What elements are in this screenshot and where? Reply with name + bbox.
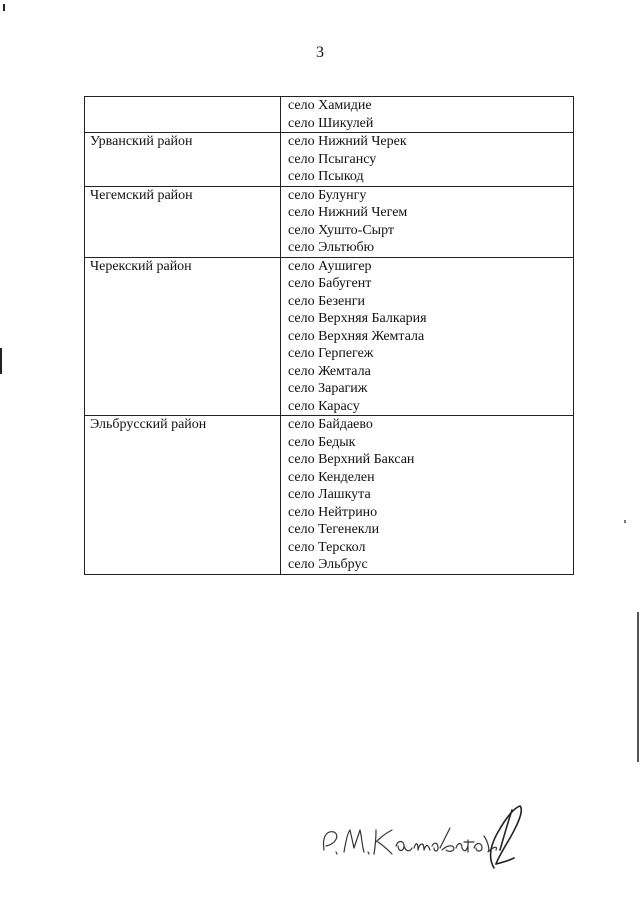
- village-item: село Хамидие: [288, 98, 372, 113]
- village-item: село Бабугент: [288, 276, 372, 291]
- villages-cell: [281, 257, 574, 416]
- village-item: село Терскол: [288, 539, 366, 555]
- village-item: село Лашкута: [288, 487, 371, 502]
- district-cell: [85, 97, 281, 133]
- village-item: село Нижний Черек: [288, 134, 407, 149]
- district-cell: [85, 133, 281, 187]
- villages-cell: [281, 416, 574, 575]
- scan-mark-left: [0, 348, 2, 374]
- scan-mark-right: [637, 612, 639, 762]
- village-item: село Верхний Баксан: [288, 452, 415, 467]
- village-item: село Псыкод: [288, 169, 364, 184]
- village-item: село Байдаево: [288, 417, 373, 432]
- village-item: село Булунгу: [288, 187, 367, 203]
- village-item: село Кенделен: [288, 469, 375, 485]
- village-item: село Верхняя Жемтала: [288, 328, 425, 344]
- village-item: село Эльтюбю: [288, 240, 375, 255]
- village-item: село Нейтрино: [288, 504, 378, 520]
- scan-mark-right-dot: [624, 520, 626, 523]
- district-name: Чегемский район: [90, 187, 193, 203]
- village-item: село Бедык: [288, 434, 356, 450]
- village-item: село Хушто-Сырт: [288, 222, 395, 238]
- village-item: село Безенги: [288, 293, 365, 309]
- village-item: село Верхняя Балкария: [288, 311, 427, 326]
- district-name: Урванский район: [90, 134, 193, 149]
- village-item: село Шикулей: [288, 115, 374, 131]
- district-cell: [85, 186, 281, 257]
- handwritten-signature: [318, 802, 538, 872]
- village-item: село Зарагиж: [288, 381, 368, 396]
- village-item: село Псыгансу: [288, 151, 377, 167]
- table-row: [85, 186, 574, 257]
- district-name: Черекский район: [90, 258, 192, 274]
- villages-cell: [281, 133, 574, 187]
- village-item: село Тегенекли: [288, 522, 380, 537]
- districts-table: [84, 96, 574, 575]
- table-row: [85, 97, 574, 133]
- table-row: [85, 257, 574, 416]
- table-row: [85, 416, 574, 575]
- village-item: село Карасу: [288, 398, 360, 414]
- table-row: [85, 133, 574, 187]
- district-cell: [85, 416, 281, 575]
- table-body: [85, 97, 574, 575]
- villages-cell: [281, 186, 574, 257]
- villages-cell: [281, 97, 574, 133]
- village-item: село Жемтала: [288, 363, 371, 379]
- district-cell: [85, 257, 281, 416]
- scan-mark-top-left: [3, 4, 5, 11]
- village-item: село Нижний Чегем: [288, 205, 408, 220]
- village-item: село Герпегеж: [288, 346, 374, 361]
- village-item: село Аушигер: [288, 258, 372, 274]
- village-item: село Эльбрус: [288, 557, 368, 572]
- page-number: 3: [316, 44, 324, 61]
- district-name: Эльбрусский район: [90, 417, 207, 432]
